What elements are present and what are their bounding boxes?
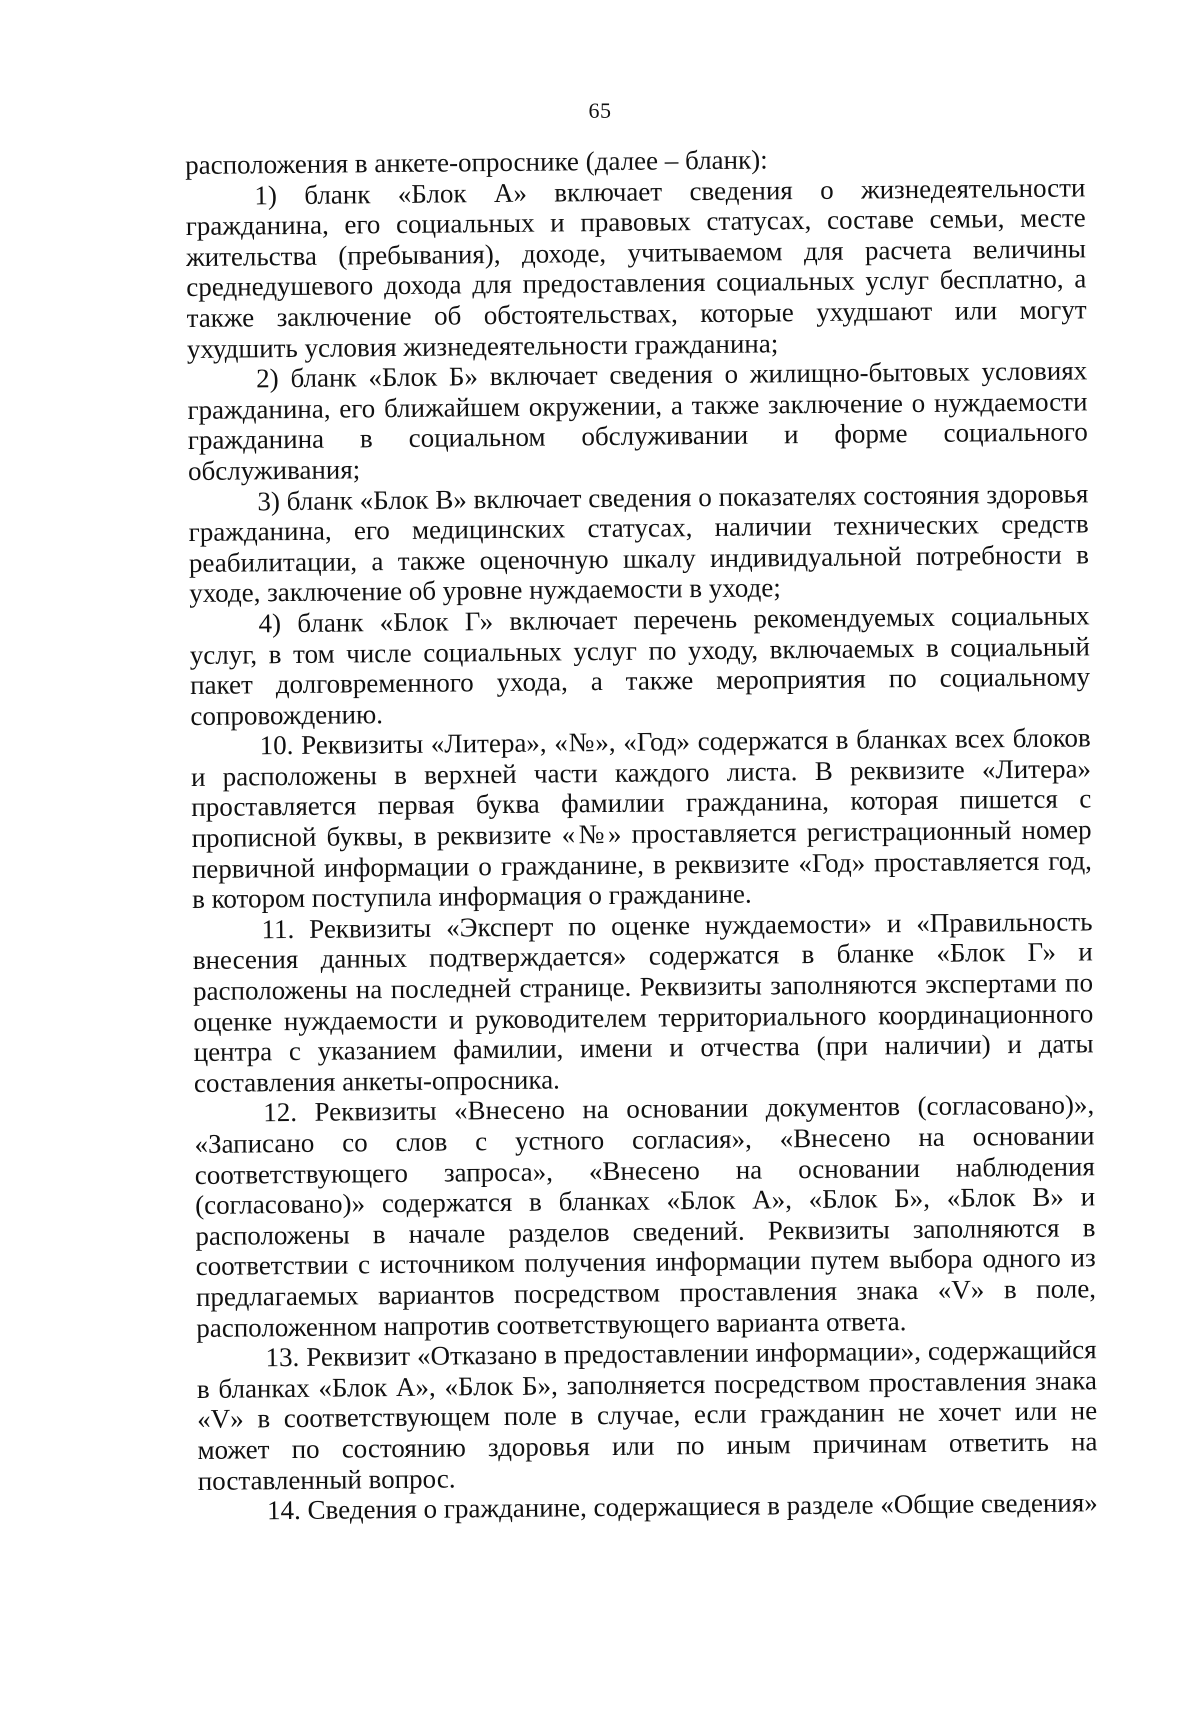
paragraph-intro-continuation: расположения в анкете-опроснике (далее – бланк): [185, 144, 768, 180]
paragraph-clause-12: 12. Реквизиты «Внесено на основании документов (согласовано)», «Записано со слов с устного согласия», «Внесено на основании соответствующего запроса», «Внесено на основании наблюдения (согласовано)» содержатся в бланках «Блок А», «Блок Б», «Блок В» и расположены в начале разделов сведений. Реквизиты заполняются в соответствии с источником получения информации путем выбора одного из предлагаемых вариантов посредством проставления знака «V» в поле, расположенном напротив соответствующего варианта ответа. [194, 1089, 1097, 1343]
page-number: 65 [588, 98, 612, 123]
paragraph-item-4: 4) бланк «Блок Г» включает перечень рекомендуемых социальных услуг, в том числе социальных услуг по уходу, включаемых в социальный пакет долговременного ухода, а также мероприятия по социальному сопровождению. [189, 600, 1091, 731]
paragraph-clause-11: 11. Реквизиты «Эксперт по оценке нуждаемости» и «Правильность внесения данных подтверждается» содержатся в бланке «Блок Г» и расположены на последней странице. Реквизиты заполняются экспертами по оценке нуждаемости и руководителем территориального координационного центра с указанием фамилии, имени и отчества (при наличии) и даты составления анкеты-опросника. [192, 906, 1094, 1098]
paragraph-item-3: 3) бланк «Блок В» включает сведения о показателях состояния здоровья гражданина, его медицинских статусах, наличии технических средств реабилитации, а также оценочную шкалу индивидуальной потребности в уходе, заключение об уровне нуждаемости в уходе; [188, 477, 1090, 609]
paragraph-clause-14: 14. Сведения о гражданине, содержащиеся в разделе «Общие сведения» [266, 1487, 1098, 1526]
paragraph-item-2: 2) бланк «Блок Б» включает сведения о жилищно-бытовых условиях гражданина, его ближайшем окружении, а также заключение о нуждаемости гражданина в социальном обслуживании и форме социального обслуживания; [187, 355, 1088, 486]
paragraph-clause-13: 13. Реквизит «Отказано в предоставлении информации», содержащийся в бланках «Блок А», «Блок Б», заполняется посредством проставления знака «V» в соответствующем поле в случае, если гражданин не хочет или не может по состоянию здоровья или по иным причинам ответить на поставленный вопрос. [196, 1334, 1098, 1496]
paragraph-clause-10: 10. Реквизиты «Литера», «№», «Год» содержатся в бланках всех блоков и расположены в верхней части каждого листа. В реквизите «Литера» проставляется первая буква фамилии гражданина, которая пишется с прописной буквы, в реквизите «№» проставляется регистрационный номер первичной информации о гражданине, в реквизите «Год» проставляется год, в котором поступила информация о гражданине. [190, 722, 1093, 915]
document-body [185, 141, 1098, 1526]
paragraph-item-1: 1) бланк «Блок А» включает сведения о жизнедеятельности гражданина, его социальных и правовых статусах, составе семьи, месте жительства (пребывания), доходе, учитываемом для расчета величины среднедушевого дохода для предоставления социальных услуг бесплатно, а также заключение об обстоятельствах, которые ухудшают или могут ухудшить условия жизнедеятельности гражданина; [185, 171, 1087, 364]
